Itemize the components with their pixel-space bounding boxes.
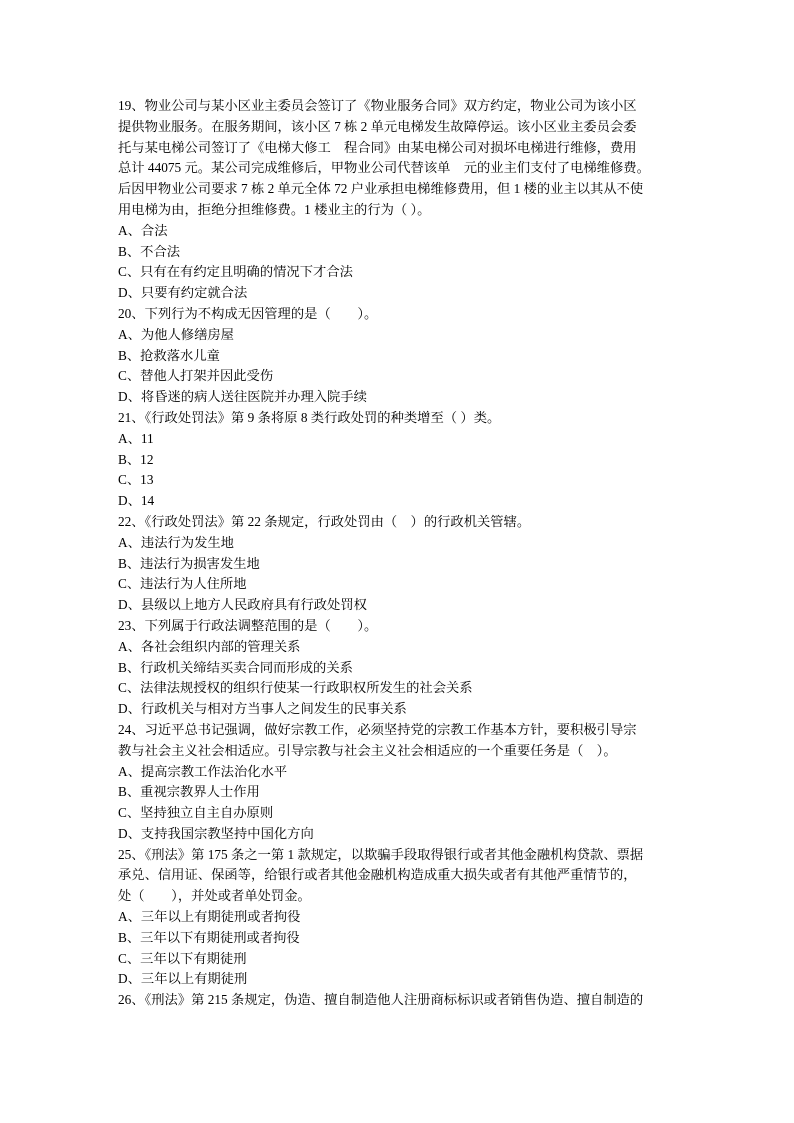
answer-option: D、三年以上有期徒刑: [118, 971, 248, 987]
question-block: [118, 616, 680, 720]
answer-option: B、行政机关缔结买卖合同而形成的关系: [118, 659, 353, 675]
answer-option: B、重视宗教界人士作用: [118, 784, 260, 800]
question-stem-line: 总计 44075 元。某公司完成维修后，甲物业公司代替该单 元的业主们支付了电梯维修费。: [118, 160, 650, 176]
question-block: [118, 408, 680, 512]
answer-option: C、只有在有约定且明确的情况下才合法: [118, 264, 353, 280]
answer-option: C、法律法规授权的组织行使某一行政职权所发生的社会关系: [118, 680, 473, 696]
answer-option: A、合法: [118, 222, 168, 238]
question-stem-line: 22、《行政处罚法》第 22 条规定，行政处罚由（ ）的行政机关管辖。: [118, 513, 531, 529]
answer-option: D、将昏迷的病人送往医院并办理入院手续: [118, 389, 367, 405]
question-stem-line: 24、习近平总书记强调，做好宗教工作，必须坚持党的宗教工作基本方针，要积极引导宗: [118, 721, 637, 737]
answer-option: A、11: [118, 430, 154, 446]
question-stem-line: 26、《刑法》第 215 条规定，伪造、擅自制造他人注册商标标识或者销售伪造、擅自制造的: [118, 992, 644, 1008]
question-stem-line: 处（ ），并处或者单处罚金。: [118, 888, 311, 904]
answer-option: C、替他人打架并因此受伤: [118, 368, 274, 384]
answer-option: C、违法行为人住所地: [118, 576, 247, 592]
question-block: [118, 512, 680, 616]
question-stem-line: 后因甲物业公司要求 7 栋 2 单元全体 72 户业承担电梯维修费用，但 1 楼的业主以其从不使: [118, 181, 644, 197]
question-block: [118, 96, 680, 304]
answer-option: D、14: [118, 493, 155, 509]
question-stem-line: 23、下列属于行政法调整范围的是（ ）。: [118, 617, 378, 633]
answer-option: A、三年以上有期徒刑或者拘役: [118, 909, 301, 925]
answer-option: C、三年以下有期徒刑: [118, 950, 247, 966]
document-body: [118, 96, 680, 1011]
question-block: [118, 845, 680, 991]
question-block: [118, 304, 680, 408]
answer-option: A、违法行为发生地: [118, 534, 234, 550]
answer-option: D、只要有约定就合法: [118, 285, 248, 301]
question-block: [118, 990, 680, 1011]
answer-option: A、各社会组织内部的管理关系: [118, 638, 301, 654]
answer-option: D、行政机关与相对方当事人之间发生的民事关系: [118, 701, 407, 717]
answer-option: B、12: [118, 451, 154, 467]
question-stem-line: 承兑、信用证、保函等，给银行或者其他金融机构造成重大损失或者有其他严重情节的，: [118, 867, 637, 883]
question-stem-line: 提供物业服务。在服务期间，该小区 7 栋 2 单元电梯发生故障停运。该小区业主委员会委: [118, 118, 637, 134]
answer-option: D、县级以上地方人民政府具有行政处罚权: [118, 597, 367, 613]
question-stem-line: 20、下列行为不构成无因管理的是（ ）。: [118, 305, 378, 321]
question-stem-line: 25、《刑法》第 175 条之一第 1 款规定，以欺骗手段取得银行或者其他金融机构贷款、票据: [118, 846, 644, 862]
question-stem-line: 19、物业公司与某小区业主委员会签订了《物业服务合同》双方约定，物业公司为该小区: [118, 98, 637, 113]
answer-option: B、抢救落水儿童: [118, 347, 220, 363]
question-stem-line: 教与社会主义社会相适应。引导宗教与社会主义社会相适应的一个重要任务是（ ）。: [118, 742, 617, 758]
answer-option: A、提高宗教工作法治化水平: [118, 763, 288, 779]
answer-option: A、为他人修缮房屋: [118, 326, 234, 342]
question-stem-line: 用电梯为由，拒绝分担维修费。1 楼业主的行为（ ）。: [118, 201, 431, 217]
answer-option: C、坚持独立自主自办原则: [118, 805, 274, 821]
question-stem-line: 托与某电梯公司签订了《电梯大修工 程合同》由某电梯公司对损坏电梯进行维修，费用: [118, 139, 637, 155]
question-block: [118, 720, 680, 845]
question-stem-line: 21、《行政处罚法》第 9 条将原 8 类行政处罚的种类增至（ ）类。: [118, 409, 501, 425]
answer-option: B、违法行为损害发生地: [118, 555, 260, 571]
answer-option: B、不合法: [118, 243, 181, 259]
answer-option: D、支持我国宗教坚持中国化方向: [118, 825, 314, 841]
answer-option: C、13: [118, 472, 154, 488]
answer-option: B、三年以下有期徒刑或者拘役: [118, 929, 300, 945]
